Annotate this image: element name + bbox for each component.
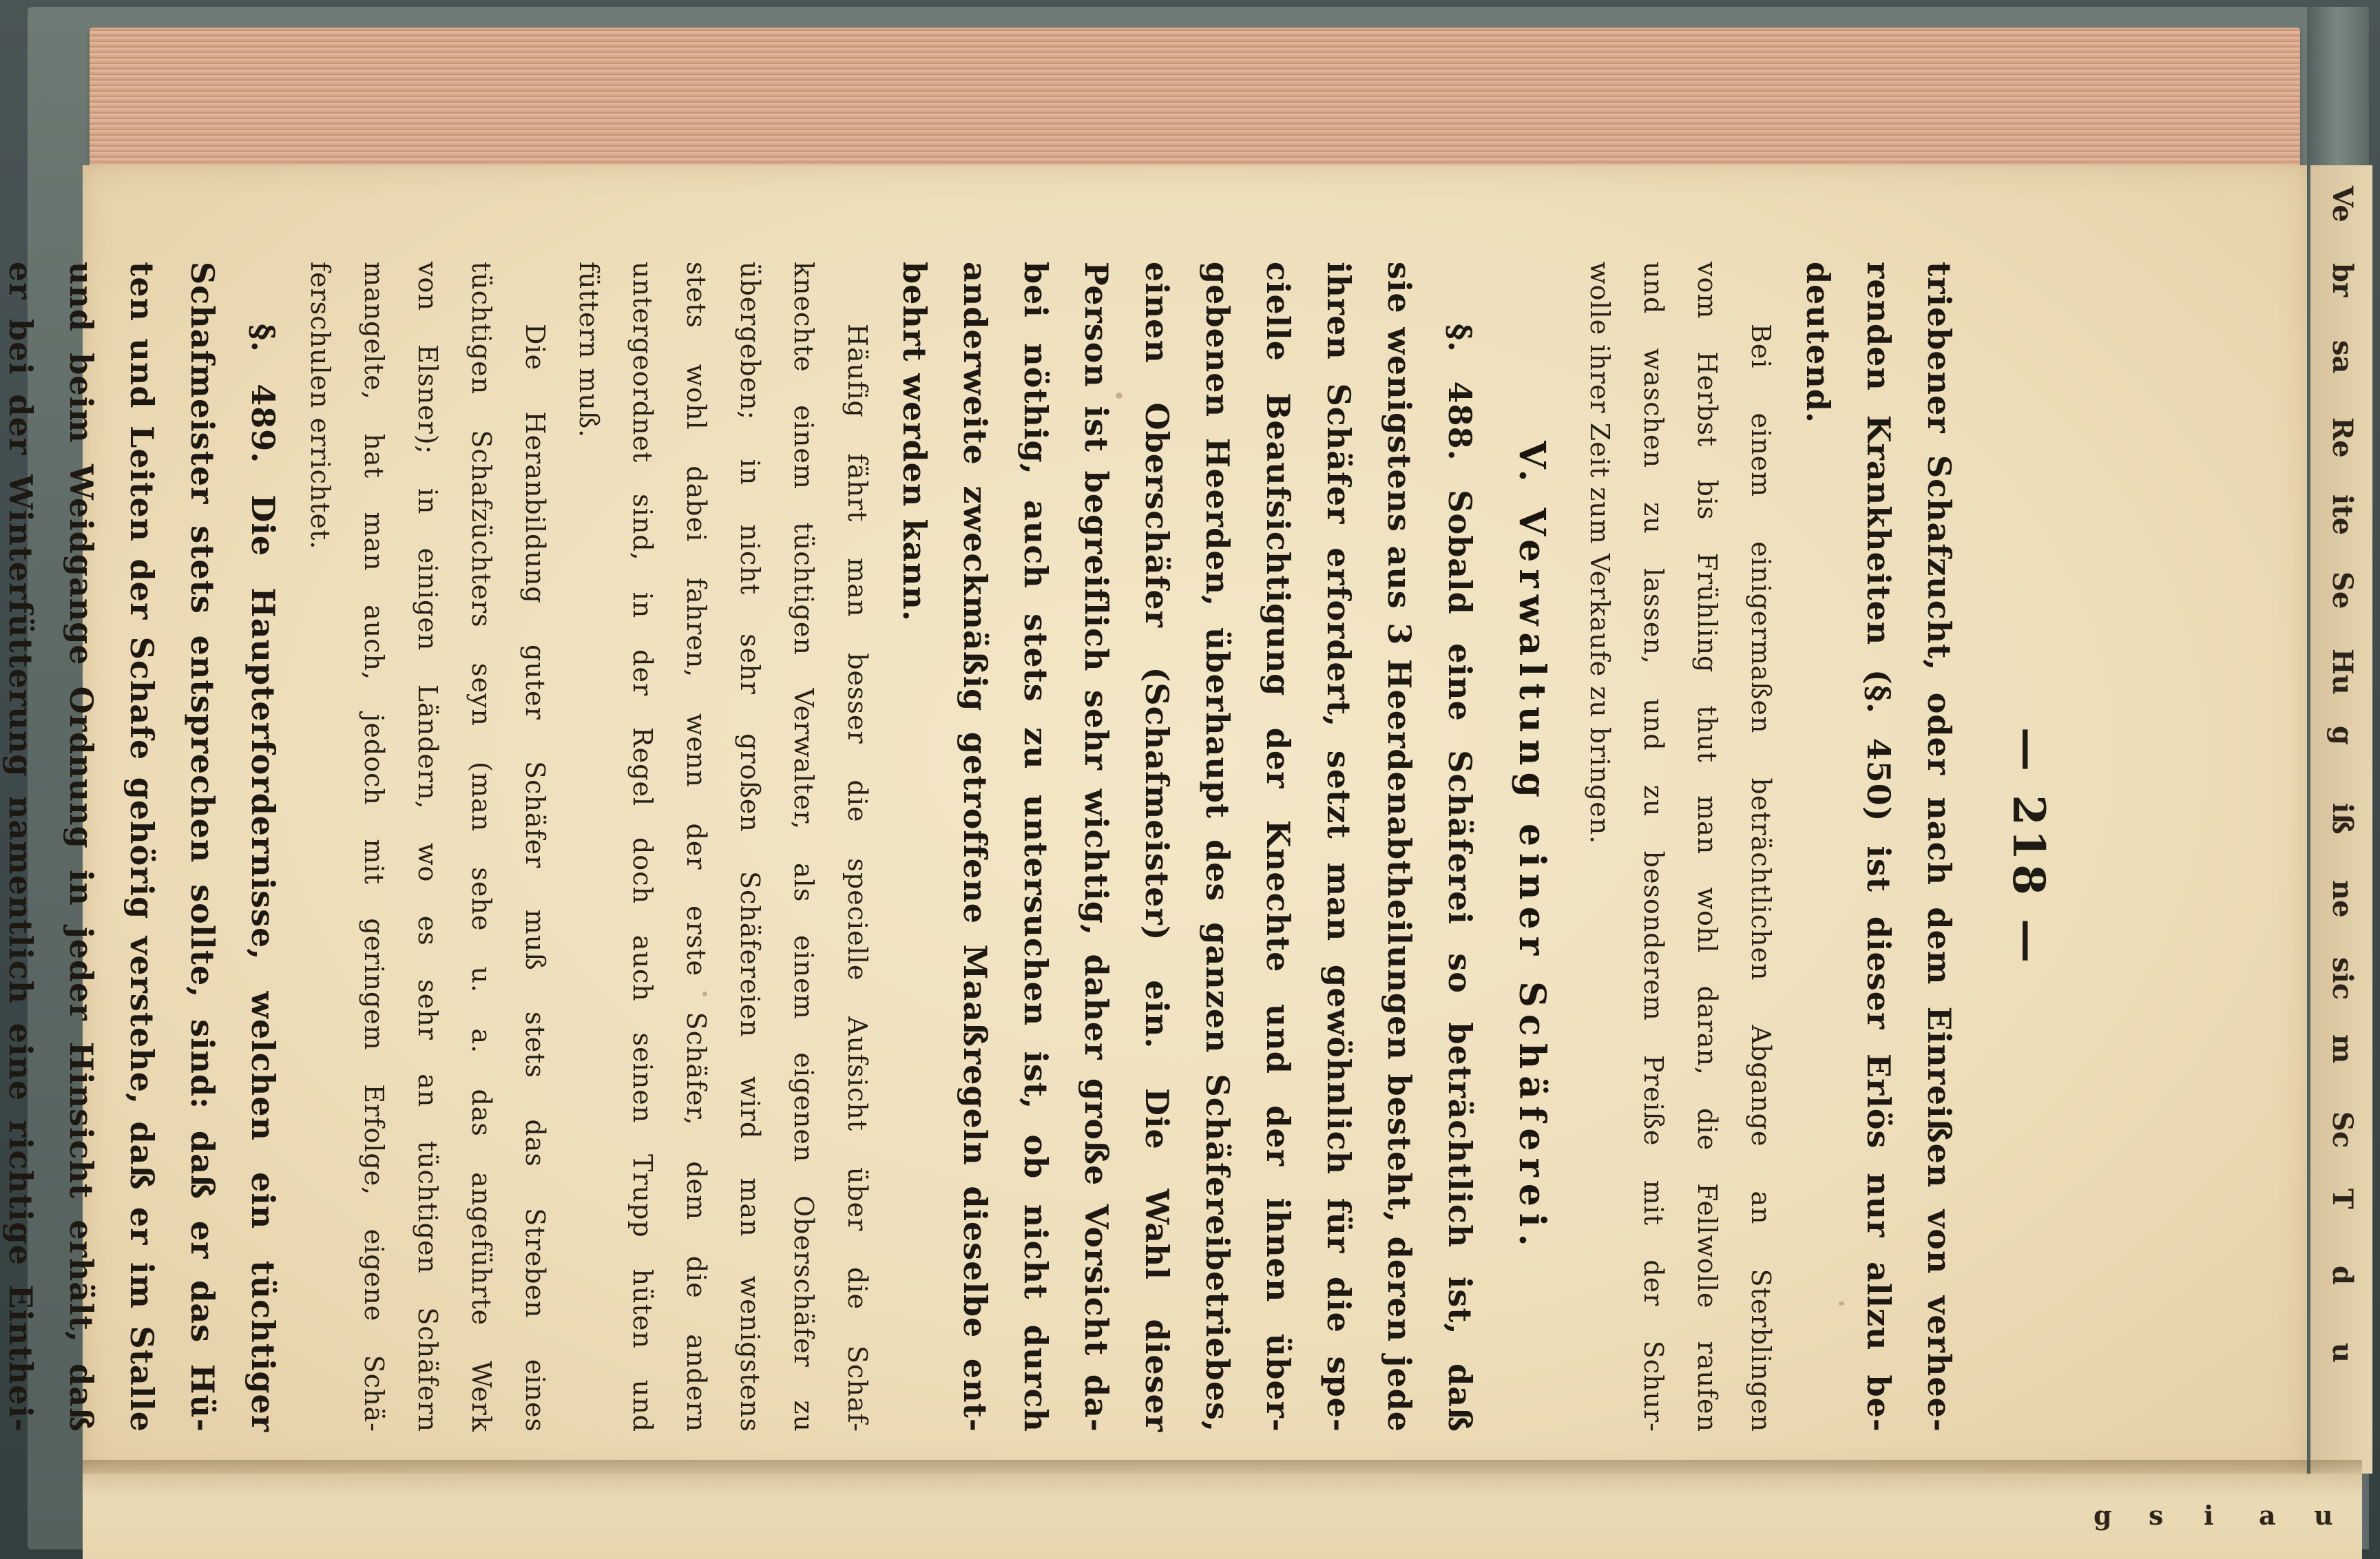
text-line: renden Krankheiten (§. 450) ist dieser Erlös nur allzu be- [1860,262,1897,1432]
text-line: §. 489. Die Haupterfordernisse, welchen ein tüchtiger [244,324,282,1432]
text-line: cielle Beaufsichtigung der Knechte und der ihnen über- [1260,262,1297,1432]
adjacent-page-fragment: ne [2326,880,2359,918]
text-line: und beim Weidgange Ordnung in jeder Hinsicht erhält, daß [63,262,100,1432]
section-heading: V. Verwaltung einer Schäferei. [1511,441,1553,1253]
text-line: sie wenigstens aus 3 Heerdenabtheilungen besteht, deren jede [1381,262,1418,1432]
adjacent-page-bottom-fragment: i [2204,1500,2214,1531]
adjacent-page-bottom-fragment: g [2094,1500,2112,1531]
next-page-bottom-fragments [2080,1486,2369,1555]
adjacent-page-fragment: iß [2326,803,2359,835]
adjacent-page-fragment: Re [2326,417,2359,458]
text-line: wolle ihrer Zeit zum Verkaufe zu bringen. [1585,262,1615,845]
text-line: triebener Schafzucht, oder nach dem Einreißen von verhee- [1921,262,1958,1432]
adjacent-page-fragment: br [2326,263,2359,297]
text-line: deutend. [1799,262,1837,424]
text-line: er bei der Winterfütterung namentlich eine richtige Einthei- [2,262,39,1432]
text-line: behrt werden kann. [896,262,933,622]
next-page-bottom-strip [83,1474,2362,1559]
text-line: untergeordnet sind, in der Regel doch auch seinen Trupp hüten und [627,262,658,1432]
adjacent-page-fragment: Hu [2326,649,2359,695]
adjacent-page-fragment: Se [2326,572,2359,609]
adjacent-page-fragment: u [2326,1343,2359,1363]
text-line: Die Heranbildung guter Schäfer muß stets das Streben eines [520,324,550,1432]
text-line: bei nöthig, auch stets zu untersuchen ist, ob nicht durch [1017,262,1054,1432]
text-line: Schafmeister stets entsprechen sollte, sind: daß er das Hü- [184,262,221,1432]
adjacent-page-fragment: d [2326,1266,2359,1285]
text-line: übergeben; in nicht sehr großen Schäfereien wird man wenigstens [735,262,765,1432]
text-line: knechte einem tüchtigen Verwalter, als einem eigenen Oberschäfer zu [789,262,819,1432]
text-line: ihren Schäfer erfordert, setzt man gewöhnlich für die spe- [1320,262,1357,1432]
adjacent-page-fragment: sa [2326,340,2359,374]
adjacent-page-bottom-fragment: s [2149,1500,2164,1531]
text-line: von Elsner); in einigen Ländern, wo es sehr an tüchtigen Schäfern [413,262,443,1432]
adjacent-page-fragment: T [2326,1189,2359,1209]
adjacent-page-bottom-fragment: u [2314,1500,2333,1531]
page-text-block [2,262,2059,1432]
page-edges-stack [90,28,2300,179]
text-line: tüchtigen Schafzüchters seyn (man sehe u. a. das angeführte Werk [466,262,497,1432]
page-number: — 218 — [2003,726,2054,967]
text-line: §. 488. Sobald eine Schäferei so beträchtlich ist, daß [1441,324,1479,1432]
text-line: gebenen Heerden, überhaupt des ganzen Schäfereibetriebes, [1199,262,1236,1432]
text-line: Häufig fährt man besser die specielle Aufsicht über die Schaf- [842,324,873,1432]
text-line: vom Herbst bis Frühling thut man wohl daran, die Fellwolle raufen [1692,262,1722,1432]
text-line: Person ist begreiflich sehr wichtig, daher große Vorsicht da- [1078,262,1115,1432]
adjacent-page-fragment: Sc [2326,1111,2359,1149]
text-line: einen Oberschäfer (Schafmeister) ein. Die Wahl dieser [1138,262,1176,1432]
next-page-edge [2310,165,2372,1474]
text-line: stets wohl dabei fahren, wenn der erste Schäfer, dem die andern [681,262,711,1432]
text-line: und waschen zu lassen, und zu besonderem Preiße mit der Schur- [1638,262,1669,1432]
adjacent-page-fragment: g [2326,726,2359,745]
adjacent-page-bottom-fragment: a [2259,1500,2276,1531]
paragraph-group-after-heading [0,262,1490,1432]
paragraph-group-before-heading [1573,262,1970,1432]
adjacent-page-fragment: Ve [2326,186,2359,222]
text-line: ferschulen errichtet. [305,262,335,550]
text-line: ten und Leiten der Schafe gehörig verstehe, daß er im Stalle [123,262,160,1432]
text-line: füttern muß. [574,262,604,439]
text-line: Bei einem einigermaßen beträchtlichen Abgange an Sterblingen [1746,324,1776,1432]
adjacent-page-fragment: sic [2326,957,2359,1001]
adjacent-page-fragment: m [2326,1034,2359,1064]
text-line: anderweite zweckmäßig getroffene Maaßregeln dieselbe ent- [957,262,994,1432]
text-line: mangelte, hat man auch, jedoch mit geringem Erfolge, eigene Schä- [359,262,389,1432]
adjacent-page-fragment: ite [2326,494,2359,536]
